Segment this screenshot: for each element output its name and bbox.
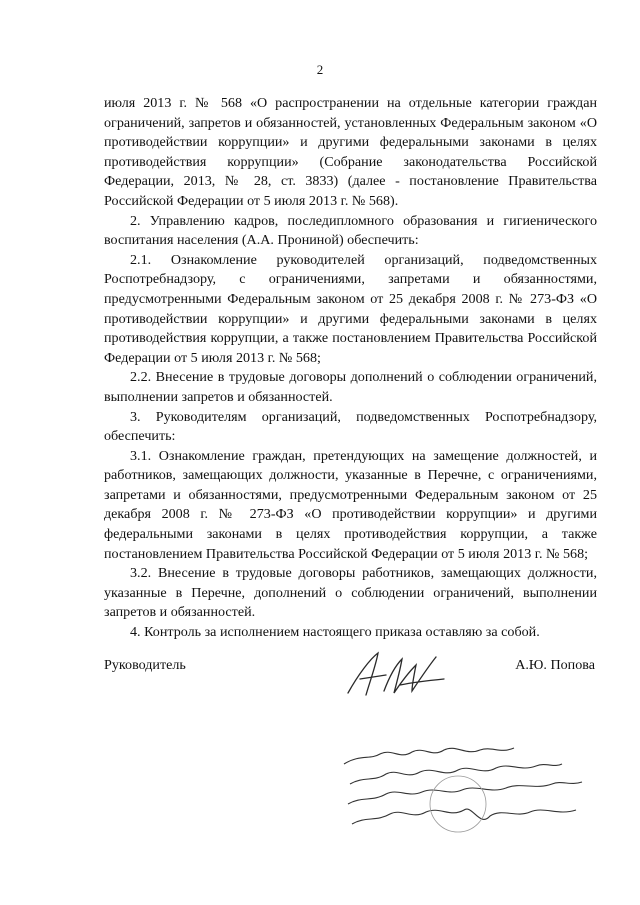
document-body xyxy=(104,94,597,643)
signatory-name: А.Ю. Попова xyxy=(515,657,595,673)
paragraph-item-4: 4. Контроль за исполнением настоящего приказа оставляю за собой. xyxy=(130,624,540,641)
paragraph-item-3-2: 3.2. Внесение в трудовые договоры работников, замещающих должности, указанные в Перечне, дополнений о соблюдении ограничений, выполнении запретов и обязанностей. xyxy=(104,565,597,621)
signatory-title: Руководитель xyxy=(104,657,186,673)
handwritten-signature xyxy=(340,645,450,705)
paragraph-item-3: 3. Руководителям организаций, подведомственных Роспотребнадзору, обеспечить: xyxy=(104,408,597,445)
paragraph-item-2-1: 2.1. Ознакомление руководителей организаций, подведомственных Роспотребнадзору, с ограничениями, запретами и обязанностями, предусмотренными Федеральным законом от 25 декабря 2008 г. № 273-ФЗ «О противодействии коррупции» и другими федеральными законами в целях противодействия коррупции, а также постановлением Правительства Российской Федерации от 5 июля 2013 г. № 568; xyxy=(104,251,597,366)
paragraph-item-3-1: 3.1. Ознакомление граждан, претендующих на замещение должностей, и работников, замещающих должности, указанные в Перечне, с ограничениями, запретами и обязанностями, предусмотренными Федеральным законом от 25 декабря 2008 г. № 273-ФЗ «О противодействии коррупции» и другими федеральными законами в целях противодействия коррупции, а также постановлением Правительства Российской Федерации от 5 июля 2013 г. № 568; xyxy=(104,447,597,562)
paragraph-item-2: 2. Управлению кадров, последипломного образования и гигиенического воспитания населения (А.А. Прониной) обеспечить: xyxy=(104,212,597,249)
page-number: 2 xyxy=(316,62,324,77)
handwritten-endorsement xyxy=(340,738,590,848)
paragraph-continuation: июля 2013 г. № 568 «О распространении на отдельные категории граждан ограничений, запретов и обязанностей, установленных Федеральным законом «О противодействии коррупции» и другими федеральными законами в целях противодействия коррупции» (Собрание законодательства Российской Федерации, 2013, № 28, ст. 3833) (далее - постановление Правительства Российской Федерации от 5 июля 2013 г. № 568). xyxy=(104,95,597,209)
paragraph-item-2-2: 2.2. Внесение в трудовые договоры дополнений о соблюдении ограничений, выполнении запретов и обязанностей. xyxy=(104,369,597,405)
